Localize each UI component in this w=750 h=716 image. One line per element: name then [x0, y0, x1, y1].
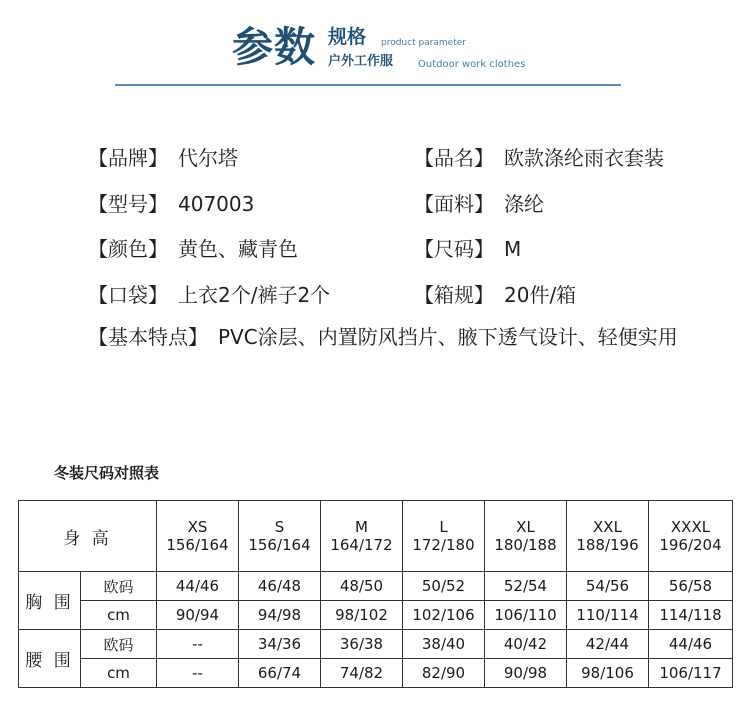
size-name: XXXL	[670, 518, 711, 536]
title-sub: 规格	[328, 26, 367, 48]
title-sub-2: 户外工作服	[328, 54, 394, 69]
spec-name-key: 【品名】	[414, 146, 494, 170]
spec-model-key: 【型号】	[88, 192, 168, 216]
title-main: 参数	[232, 23, 316, 71]
size-col-m	[321, 501, 403, 572]
table-cell: 52/54	[485, 572, 567, 601]
size-col-l	[403, 501, 485, 572]
spec-size-value: M	[504, 237, 522, 261]
size-height: 156/164	[166, 536, 229, 554]
size-name: L	[439, 518, 448, 536]
spec-color-key: 【颜色】	[88, 237, 168, 261]
table-cell: 36/38	[321, 630, 403, 659]
size-col-xxxl	[649, 501, 733, 572]
size-header-row	[19, 501, 733, 572]
table-cell: 110/114	[567, 601, 649, 630]
spec-size	[414, 236, 521, 262]
chest-eu-row	[19, 572, 733, 601]
spec-fabric-value: 涤纶	[504, 192, 544, 216]
table-cell: 44/46	[649, 630, 733, 659]
spec-fabric-key: 【面料】	[414, 192, 494, 216]
table-cell: 50/52	[403, 572, 485, 601]
table-cell: 82/90	[403, 659, 485, 688]
spec-color	[88, 236, 298, 262]
header-divider	[115, 84, 621, 86]
table-cell: 90/94	[157, 601, 239, 630]
spec-pocket-key: 【口袋】	[88, 283, 168, 307]
table-cell: 34/36	[239, 630, 321, 659]
waist-eu-row	[19, 630, 733, 659]
size-name: XL	[516, 518, 535, 536]
table-cell: 102/106	[403, 601, 485, 630]
table-cell: --	[157, 659, 239, 688]
table-cell: 106/117	[649, 659, 733, 688]
chest-cm-row	[19, 601, 733, 630]
table-cell: 46/48	[239, 572, 321, 601]
size-name: M	[355, 518, 368, 536]
size-height: 172/180	[412, 536, 475, 554]
table-cell: 66/74	[239, 659, 321, 688]
table-cell: 40/42	[485, 630, 567, 659]
size-height: 188/196	[576, 536, 639, 554]
table-cell: 54/56	[567, 572, 649, 601]
table-cell: 38/40	[403, 630, 485, 659]
size-col-xl	[485, 501, 567, 572]
size-col-s	[239, 501, 321, 572]
size-col-xs	[157, 501, 239, 572]
size-col-xxl	[567, 501, 649, 572]
waist-label: 腰 围	[19, 630, 81, 688]
size-height: 164/172	[330, 536, 393, 554]
table-cell: 98/106	[567, 659, 649, 688]
spec-pocket	[88, 282, 330, 308]
spec-color-value: 黄色、藏青色	[178, 237, 298, 261]
table-cell: 48/50	[321, 572, 403, 601]
table-cell: 56/58	[649, 572, 733, 601]
spec-model	[88, 191, 254, 217]
table-cell: 74/82	[321, 659, 403, 688]
table-cell: 94/98	[239, 601, 321, 630]
table-cell: 90/98	[485, 659, 567, 688]
size-table-title: 冬装尺码对照表	[54, 464, 160, 482]
table-cell: 114/118	[649, 601, 733, 630]
table-cell: 44/46	[157, 572, 239, 601]
spec-pocket-value: 上衣2个/裤子2个	[178, 283, 331, 307]
spec-box	[414, 282, 576, 308]
spec-features-value: PVC涂层、内置防风挡片、腋下透气设计、轻便实用	[218, 325, 678, 349]
spec-box-value: 20件/箱	[504, 283, 577, 307]
title-en-2: Outdoor work clothes	[418, 59, 526, 70]
size-height: 180/188	[494, 536, 557, 554]
spec-size-key: 【尺码】	[414, 237, 494, 261]
spec-brand-key: 【品牌】	[88, 146, 168, 170]
page-header	[0, 0, 750, 90]
table-cell: 106/110	[485, 601, 567, 630]
spec-name	[414, 145, 664, 171]
spec-name-value: 欧款涤纶雨衣套装	[504, 146, 664, 170]
spec-features-key: 【基本特点】	[88, 325, 208, 349]
size-height: 196/204	[659, 536, 722, 554]
spec-brand	[88, 145, 238, 171]
chest-label: 胸 围	[19, 572, 81, 630]
table-cell: 42/44	[567, 630, 649, 659]
waist-cm-row	[19, 659, 733, 688]
table-cell: --	[157, 630, 239, 659]
title-en-1: product parameter	[381, 38, 466, 48]
height-label: 身 高	[19, 501, 157, 572]
spec-features	[88, 324, 678, 350]
spec-model-value: 407003	[178, 192, 255, 216]
size-name: XS	[187, 518, 208, 536]
size-table	[18, 500, 733, 688]
spec-fabric	[414, 191, 544, 217]
spec-brand-value: 代尔塔	[178, 146, 238, 170]
size-name: XXL	[593, 518, 622, 536]
unit-label: 欧码	[81, 572, 157, 601]
unit-label: cm	[81, 659, 157, 688]
size-name: S	[274, 518, 285, 536]
unit-label: 欧码	[81, 630, 157, 659]
spec-box-key: 【箱规】	[414, 283, 494, 307]
size-height: 156/164	[248, 536, 311, 554]
unit-label: cm	[81, 601, 157, 630]
table-cell: 98/102	[321, 601, 403, 630]
